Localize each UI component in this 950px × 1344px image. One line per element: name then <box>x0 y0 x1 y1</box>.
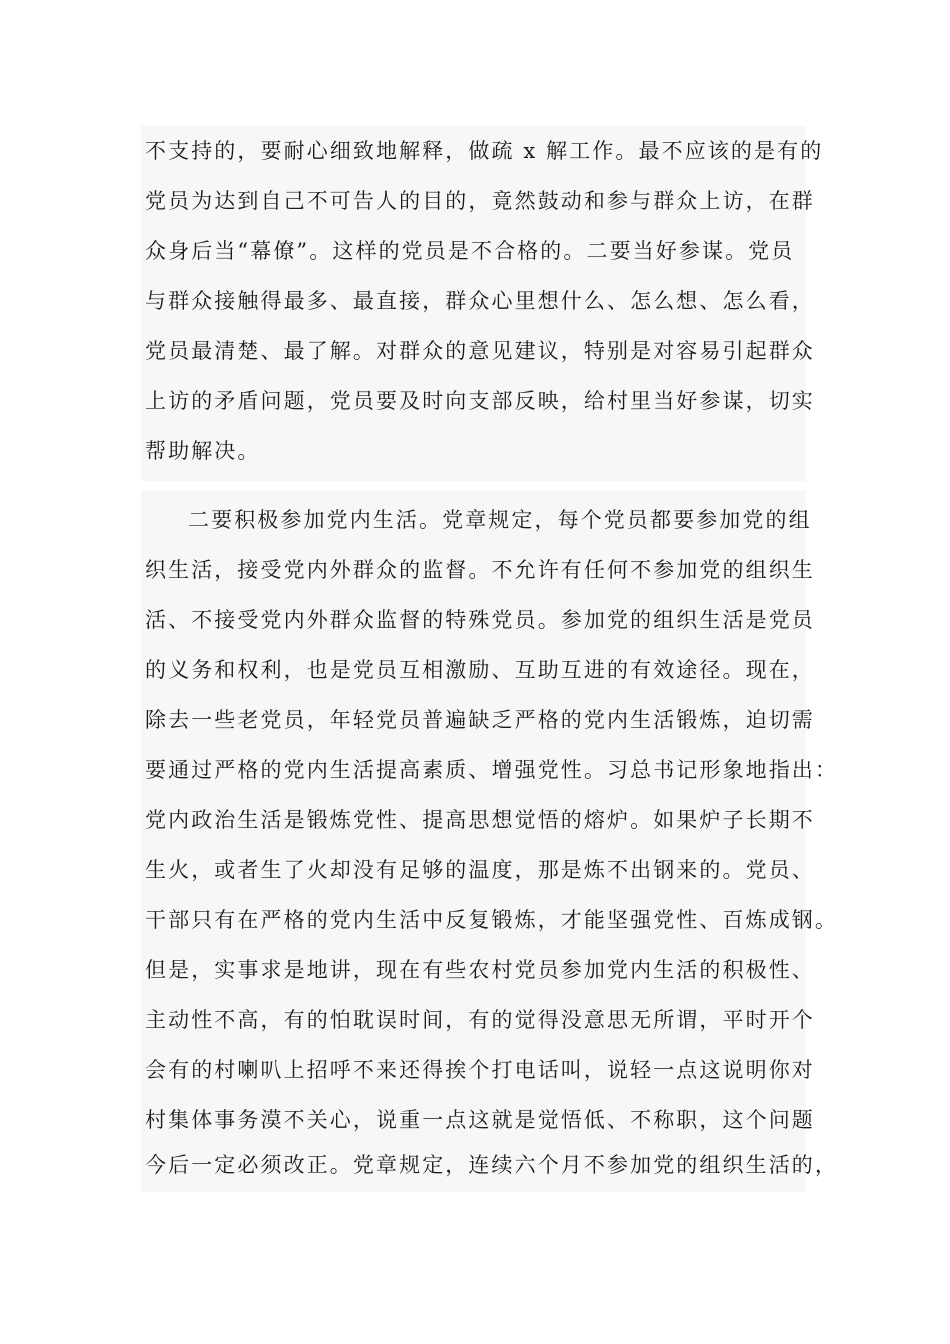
text-line: 活、不接受党内外群众监督的特殊党员。参加党的组织生活是党员 <box>145 608 815 632</box>
text-line: 干部只有在严格的党内生活中反复锻炼，才能坚强党性、百炼成钢。 <box>145 908 838 932</box>
text-line: 生火，或者生了火却没有足够的温度，那是炼不出钢来的。党员、 <box>145 858 815 882</box>
text-line: 今后一定必须改正。党章规定，连续六个月不参加党的组织生活的， <box>145 1153 838 1177</box>
text-line: 众身后当“幕僚”。这样的党员是不合格的。二要当好参谋。党员 <box>145 239 795 263</box>
text-line: 要通过严格的党内生活提高素质、增强党性。习总书记形象地指出： <box>145 758 838 782</box>
text-line-indented: 二要积极参加党内生活。党章规定，每个党员都要参加党的组 <box>188 508 812 532</box>
text-line: 帮助解决。 <box>145 439 261 463</box>
text-line: 党内政治生活是锻炼党性、提高思想觉悟的熔炉。如果炉子长期不 <box>145 808 815 832</box>
text-line: 党员最清楚、最了解。对群众的意见建议，特别是对容易引起群众 <box>145 339 815 363</box>
text-line: 主动性不高，有的怕耽误时间，有的觉得没意思无所谓，平时开个 <box>145 1008 815 1032</box>
text-line: 上访的矛盾问题，党员要及时向支部反映，给村里当好参谋，切实 <box>145 389 815 413</box>
text-line: 村集体事务漠不关心，说重一点这就是觉悟低、不称职，这个问题 <box>145 1108 815 1132</box>
text-line: 的义务和权利，也是党员互相激励、互助互进的有效途径。现在， <box>145 658 815 682</box>
text-line: 党员为达到自己不可告人的目的，竟然鼓动和参与群众上访，在群 <box>145 189 815 213</box>
text-line: 但是，实事求是地讲，现在有些农村党员参加党内生活的积极性、 <box>145 958 815 982</box>
text-line: 与群众接触得最多、最直接，群众心里想什么、怎么想、怎么看， <box>145 289 815 313</box>
text-line: 织生活，接受党内外群众的监督。不允许有任何不参加党的组织生 <box>145 558 815 582</box>
text-line: 不支持的，要耐心细致地解释，做疏 x 解工作。最不应该的是有的 <box>145 139 824 163</box>
text-line: 会有的村喇叭上招呼不来还得挨个打电话叫，说轻一点这说明你对 <box>145 1058 815 1082</box>
text-line: 除去一些老党员，年轻党员普遍缺乏严格的党内生活锻炼，迫切需 <box>145 708 815 732</box>
